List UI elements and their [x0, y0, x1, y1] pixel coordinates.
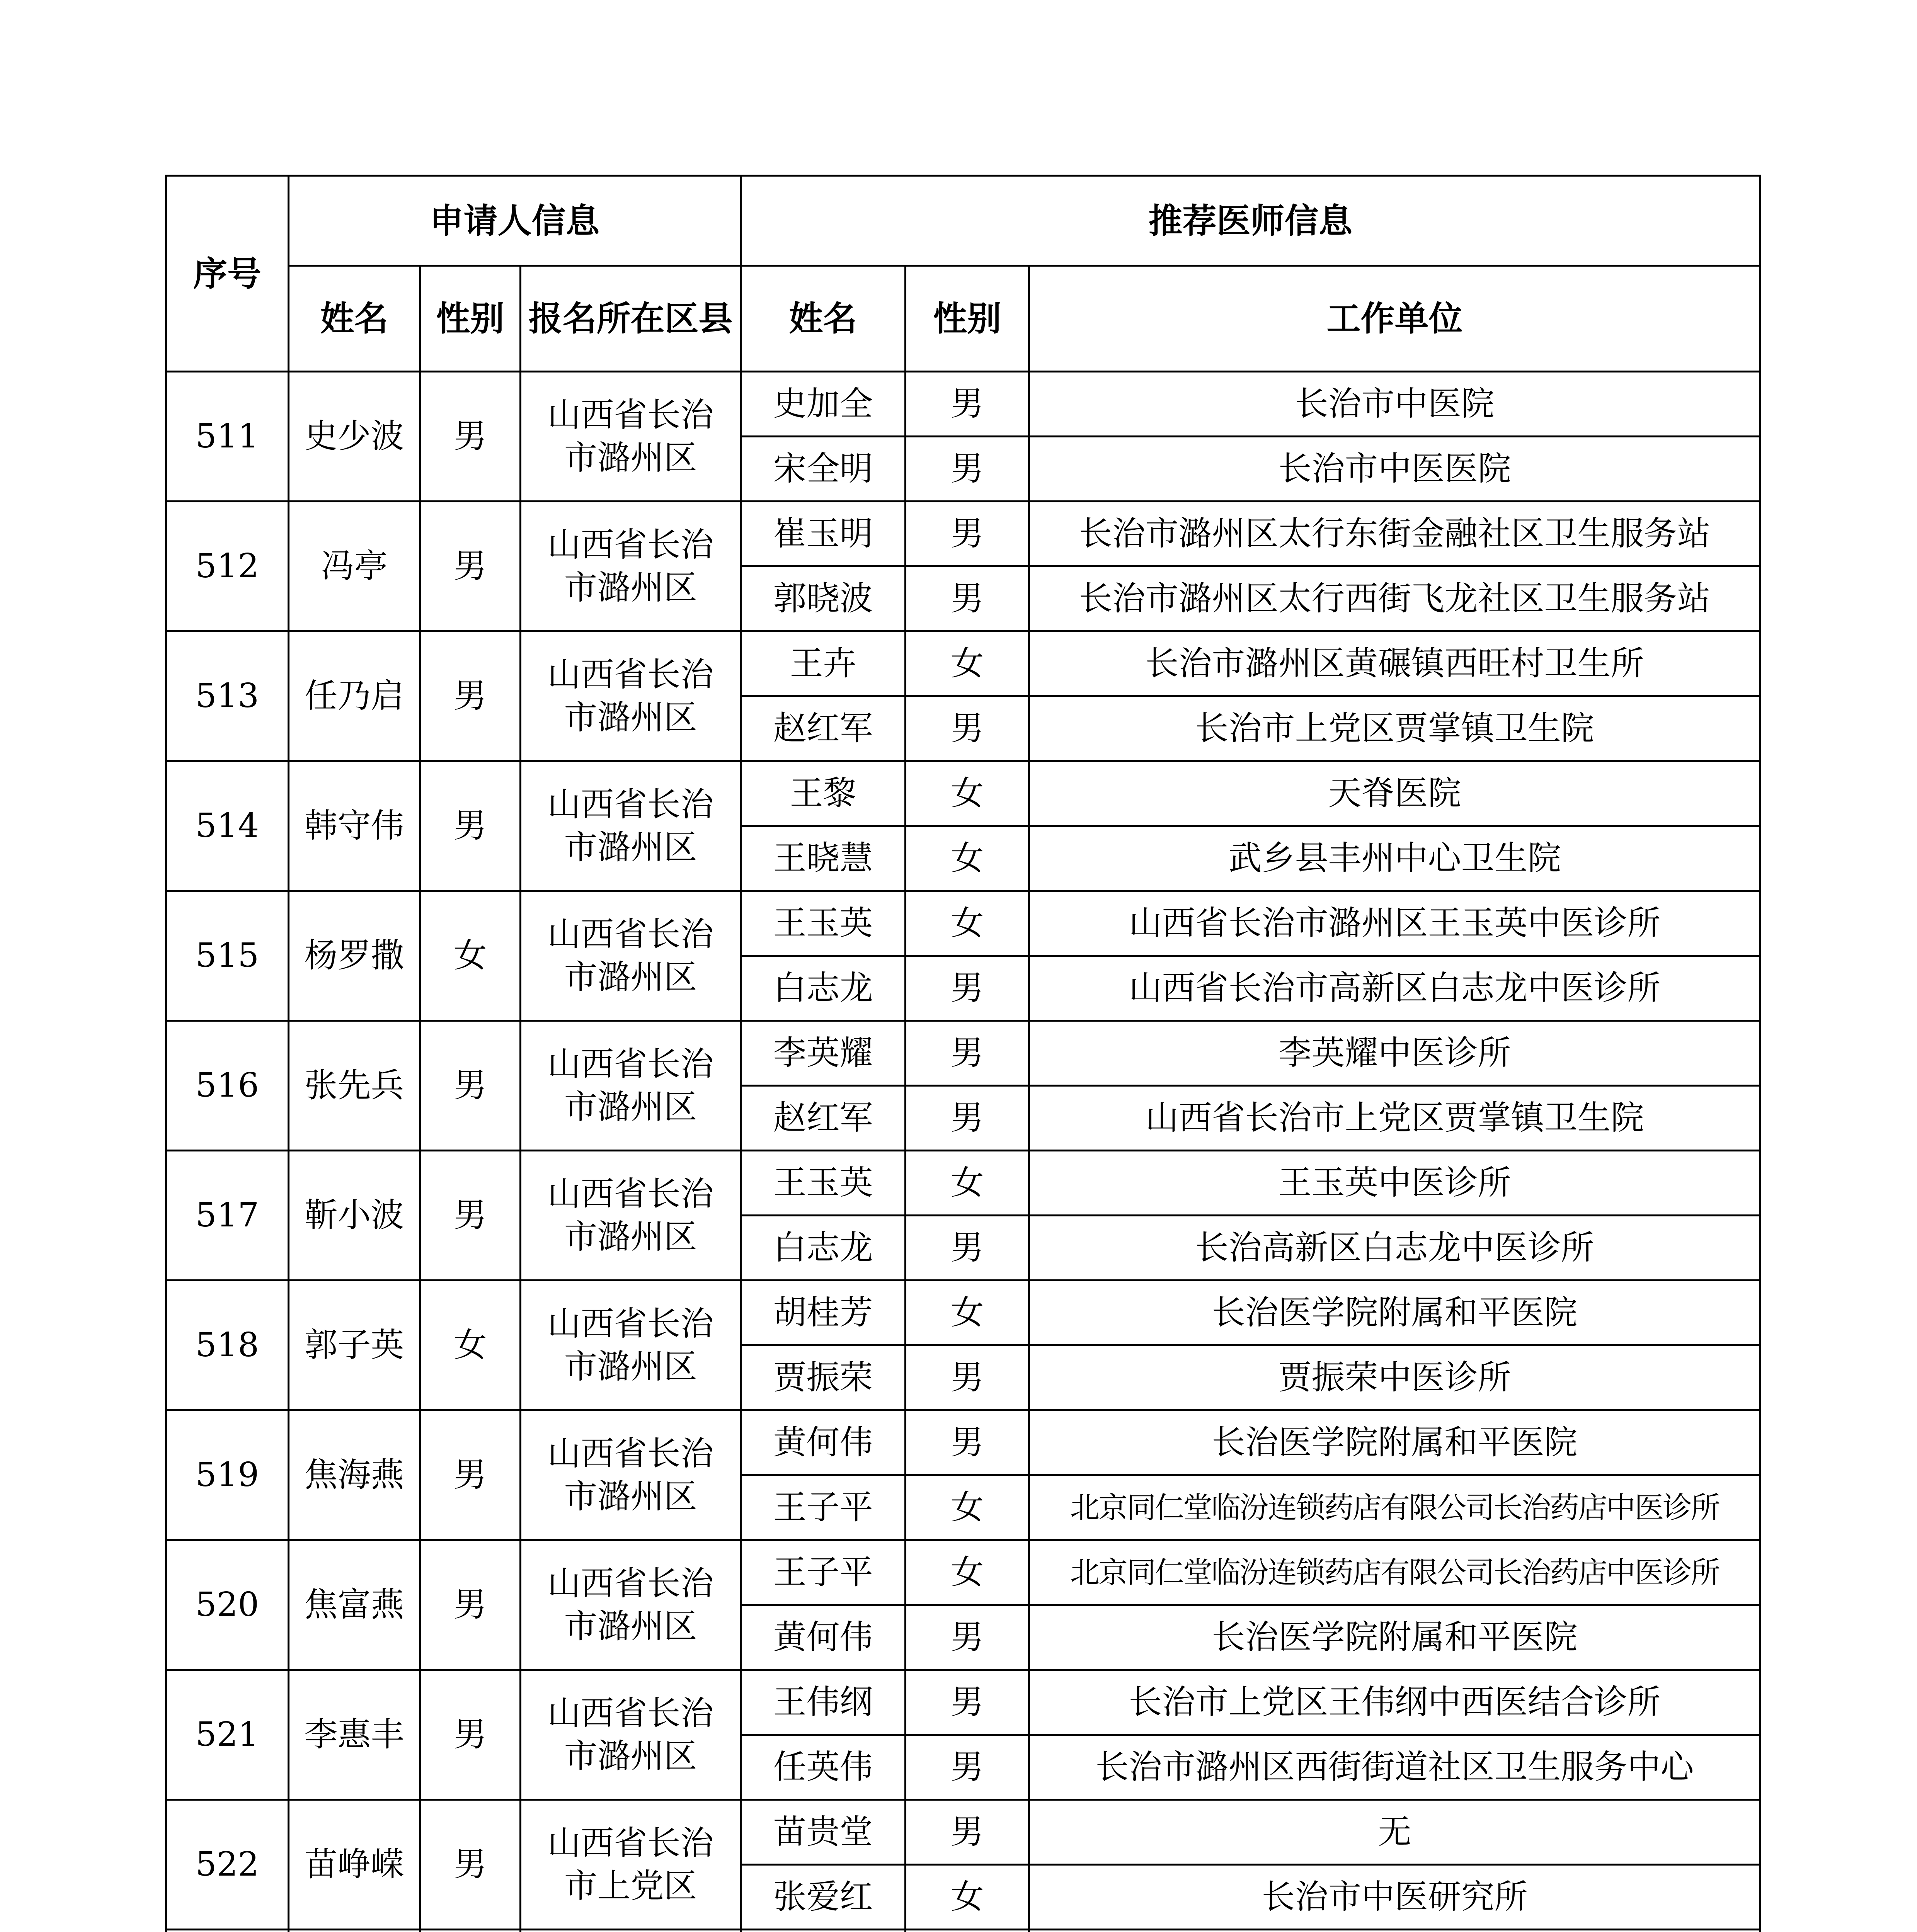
cell-doctor-gender: 男: [906, 566, 1029, 631]
header-seq: 序号: [166, 176, 289, 372]
cell-doctor-name: 赵红军: [741, 696, 906, 761]
cell-doctor-name: 胡桂芳: [741, 1281, 906, 1345]
cell-doctor-name: [741, 1930, 906, 1932]
table-row: [166, 1281, 1760, 1345]
cell-doctor-name: 史加全: [741, 372, 906, 437]
cell-applicant-gender: 男: [420, 1410, 521, 1540]
cell-work-unit: 无: [1029, 1800, 1760, 1865]
cell-applicant-name: 苗峥嵘: [289, 1800, 420, 1930]
cell-doctor-name: 白志龙: [741, 956, 906, 1021]
cell-doctor-name: 黄何伟: [741, 1410, 906, 1475]
header-doctor-info: 推荐医师信息: [741, 176, 1760, 266]
cell-doctor-gender: 男: [906, 1735, 1029, 1800]
cell-doctor-gender: 男: [906, 502, 1029, 566]
cell-work-unit: 长治医学院附属和平医院: [1029, 1281, 1760, 1345]
cell-applicant-gender: [420, 1930, 521, 1932]
cell-applicant-gender: 男: [420, 1540, 521, 1670]
cell-seq: 513: [166, 631, 289, 761]
cell-work-unit: 王玉英中医诊所: [1029, 1151, 1760, 1216]
cell-doctor-name: 王子平: [741, 1475, 906, 1540]
table-row: [166, 891, 1760, 956]
cell-doctor-gender: 女: [906, 1865, 1029, 1930]
cell-doctor-name: 王卉: [741, 631, 906, 696]
cell-doctor-name: 白志龙: [741, 1216, 906, 1281]
cell-doctor-name: 郭晓波: [741, 566, 906, 631]
cell-work-unit: 天脊医院: [1029, 761, 1760, 826]
cell-work-unit: 李英耀中医诊所: [1029, 1021, 1760, 1086]
cell-doctor-gender: 女: [906, 826, 1029, 891]
cell-doctor-gender: 女: [906, 891, 1029, 956]
cell-county: 山西省长治市潞州区: [521, 1410, 741, 1540]
header-applicant-info: 申请人信息: [289, 176, 741, 266]
cell-applicant-name: 任乃启: [289, 631, 420, 761]
cell-county: 山西省长治市潞州区: [521, 631, 741, 761]
cell-work-unit: 长治市中医医院: [1029, 437, 1760, 502]
cell-doctor-name: 赵红军: [741, 1086, 906, 1151]
cell-doctor-name: 李英耀: [741, 1021, 906, 1086]
cell-seq: 512: [166, 502, 289, 631]
cell-doctor-gender: 男: [906, 1800, 1029, 1865]
cell-applicant-name: 焦富燕: [289, 1540, 420, 1670]
cell-doctor-gender: 男: [906, 1021, 1029, 1086]
cell-doctor-gender: 男: [906, 1605, 1029, 1670]
cell-applicant-name: 靳小波: [289, 1151, 420, 1281]
cell-county: 山西省长治市上党区: [521, 1800, 741, 1930]
cell-work-unit: 长治市上党区贾掌镇卫生院: [1029, 696, 1760, 761]
recommendation-table: [165, 175, 1761, 1932]
cell-doctor-gender: 男: [906, 1345, 1029, 1410]
cell-work-unit: 北京同仁堂临汾连锁药店有限公司长治药店中医诊所: [1029, 1475, 1760, 1540]
cell-doctor-gender: 女: [906, 1151, 1029, 1216]
cell-applicant-gender: 男: [420, 761, 521, 891]
cell-applicant-name: 史少波: [289, 372, 420, 502]
cell-seq: 518: [166, 1281, 289, 1410]
cell-applicant-gender: 男: [420, 1800, 521, 1930]
cell-doctor-gender: 男: [906, 1410, 1029, 1475]
cell-seq: 514: [166, 761, 289, 891]
cell-county: 山西省长治市潞州区: [521, 891, 741, 1021]
cell-applicant-gender: 男: [420, 372, 521, 502]
cell-applicant-name: [289, 1930, 420, 1932]
cell-work-unit: 长治市潞州区黄碾镇西旺村卫生所: [1029, 631, 1760, 696]
cell-county: 山西省长治市潞州区: [521, 1670, 741, 1800]
cell-county: 山西省长治市潞州区: [521, 1540, 741, 1670]
cell-work-unit: 长治高新区白志龙中医诊所: [1029, 1216, 1760, 1281]
cell-county: 山西省长治市潞州区: [521, 761, 741, 891]
cell-county: 山西省长治市潞州区: [521, 1151, 741, 1281]
cell-work-unit: 武乡县丰州中心卫生院: [1029, 826, 1760, 891]
header-name: 姓名: [289, 266, 420, 372]
cell-work-unit: 长治市潞州区西街街道社区卫生服务中心: [1029, 1735, 1760, 1800]
cell-doctor-name: 王玉英: [741, 1151, 906, 1216]
table-row: [166, 1410, 1760, 1475]
header-doctor-name: 姓名: [741, 266, 906, 372]
table-row: [166, 1151, 1760, 1216]
cell-doctor-gender: 男: [906, 696, 1029, 761]
table-row: [166, 502, 1760, 566]
cell-doctor-gender: 女: [906, 631, 1029, 696]
cell-seq: 522: [166, 1800, 289, 1930]
table-row: [166, 761, 1760, 826]
table-row: [166, 631, 1760, 696]
cell-seq: 516: [166, 1021, 289, 1151]
cell-doctor-name: 宋全明: [741, 437, 906, 502]
cell-seq: 521: [166, 1670, 289, 1800]
table-body: [166, 372, 1760, 1932]
cell-doctor-gender: 男: [906, 956, 1029, 1021]
cell-seq: [166, 1930, 289, 1932]
table-row: [166, 1930, 1760, 1932]
cell-doctor-name: 黄何伟: [741, 1605, 906, 1670]
cell-county: 山西省长治市潞州区: [521, 372, 741, 502]
cell-seq: 519: [166, 1410, 289, 1540]
cell-doctor-gender: 女: [906, 1540, 1029, 1605]
header-doctor-gender: 性别: [906, 266, 1029, 372]
cell-applicant-name: 张先兵: [289, 1021, 420, 1151]
header-work-unit: 工作单位: [1029, 266, 1760, 372]
cell-doctor-name: 王黎: [741, 761, 906, 826]
cell-doctor-name: 王晓慧: [741, 826, 906, 891]
header-county: 报名所在区县: [521, 266, 741, 372]
cell-applicant-gender: 男: [420, 1151, 521, 1281]
cell-seq: 520: [166, 1540, 289, 1670]
cell-seq: 515: [166, 891, 289, 1021]
cell-work-unit: 北京同仁堂临汾连锁药店有限公司长治药店中医诊所: [1029, 1540, 1760, 1605]
cell-work-unit: 贾振荣中医诊所: [1029, 1345, 1760, 1410]
cell-doctor-name: 任英伟: [741, 1735, 906, 1800]
table-row: [166, 1800, 1760, 1865]
header-gender: 性别: [420, 266, 521, 372]
cell-applicant-gender: 女: [420, 891, 521, 1021]
cell-seq: 511: [166, 372, 289, 502]
cell-work-unit: 山西省长治市高新区白志龙中医诊所: [1029, 956, 1760, 1021]
cell-county: 山西省长治市潞州区: [521, 1281, 741, 1410]
table-row: [166, 1021, 1760, 1086]
cell-work-unit: 长治医学院附属和平医院: [1029, 1410, 1760, 1475]
cell-doctor-gender: 男: [906, 437, 1029, 502]
cell-work-unit: 长治市中医院: [1029, 372, 1760, 437]
cell-work-unit: [1029, 1930, 1760, 1932]
cell-doctor-gender: 男: [906, 1670, 1029, 1735]
cell-doctor-gender: 女: [906, 1475, 1029, 1540]
cell-applicant-name: 焦海燕: [289, 1410, 420, 1540]
cell-doctor-name: 王玉英: [741, 891, 906, 956]
cell-doctor-gender: 男: [906, 1086, 1029, 1151]
cell-doctor-name: 王子平: [741, 1540, 906, 1605]
cell-applicant-gender: 女: [420, 1281, 521, 1410]
cell-county: [521, 1930, 741, 1932]
cell-applicant-name: 李惠丰: [289, 1670, 420, 1800]
cell-doctor-gender: [906, 1930, 1029, 1932]
cell-work-unit: 山西省长治市潞州区王玉英中医诊所: [1029, 891, 1760, 956]
table-row: [166, 1670, 1760, 1735]
cell-doctor-name: 贾振荣: [741, 1345, 906, 1410]
cell-doctor-gender: 男: [906, 372, 1029, 437]
table-row: [166, 1540, 1760, 1605]
cell-applicant-gender: 男: [420, 502, 521, 631]
cell-applicant-name: 冯亭: [289, 502, 420, 631]
cell-applicant-name: 韩守伟: [289, 761, 420, 891]
cell-doctor-gender: 男: [906, 1216, 1029, 1281]
cell-doctor-name: 崔玉明: [741, 502, 906, 566]
cell-doctor-gender: 女: [906, 761, 1029, 826]
cell-doctor-gender: 女: [906, 1281, 1029, 1345]
cell-doctor-name: 王伟纲: [741, 1670, 906, 1735]
cell-applicant-name: 郭子英: [289, 1281, 420, 1410]
cell-applicant-gender: 男: [420, 1021, 521, 1151]
table-row: [166, 372, 1760, 437]
cell-seq: 517: [166, 1151, 289, 1281]
cell-work-unit: 山西省长治市上党区贾掌镇卫生院: [1029, 1086, 1760, 1151]
cell-county: 山西省长治市潞州区: [521, 502, 741, 631]
cell-work-unit: 长治市中医研究所: [1029, 1865, 1760, 1930]
cell-applicant-gender: 男: [420, 1670, 521, 1800]
cell-applicant-gender: 男: [420, 631, 521, 761]
cell-work-unit: 长治市潞州区太行西街飞龙社区卫生服务站: [1029, 566, 1760, 631]
cell-doctor-name: 苗贵堂: [741, 1800, 906, 1865]
cell-work-unit: 长治市潞州区太行东街金融社区卫生服务站: [1029, 502, 1760, 566]
cell-county: 山西省长治市潞州区: [521, 1021, 741, 1151]
cell-applicant-name: 杨罗撒: [289, 891, 420, 1021]
cell-doctor-name: 张爱红: [741, 1865, 906, 1930]
cell-work-unit: 长治市上党区王伟纲中西医结合诊所: [1029, 1670, 1760, 1735]
cell-work-unit: 长治医学院附属和平医院: [1029, 1605, 1760, 1670]
